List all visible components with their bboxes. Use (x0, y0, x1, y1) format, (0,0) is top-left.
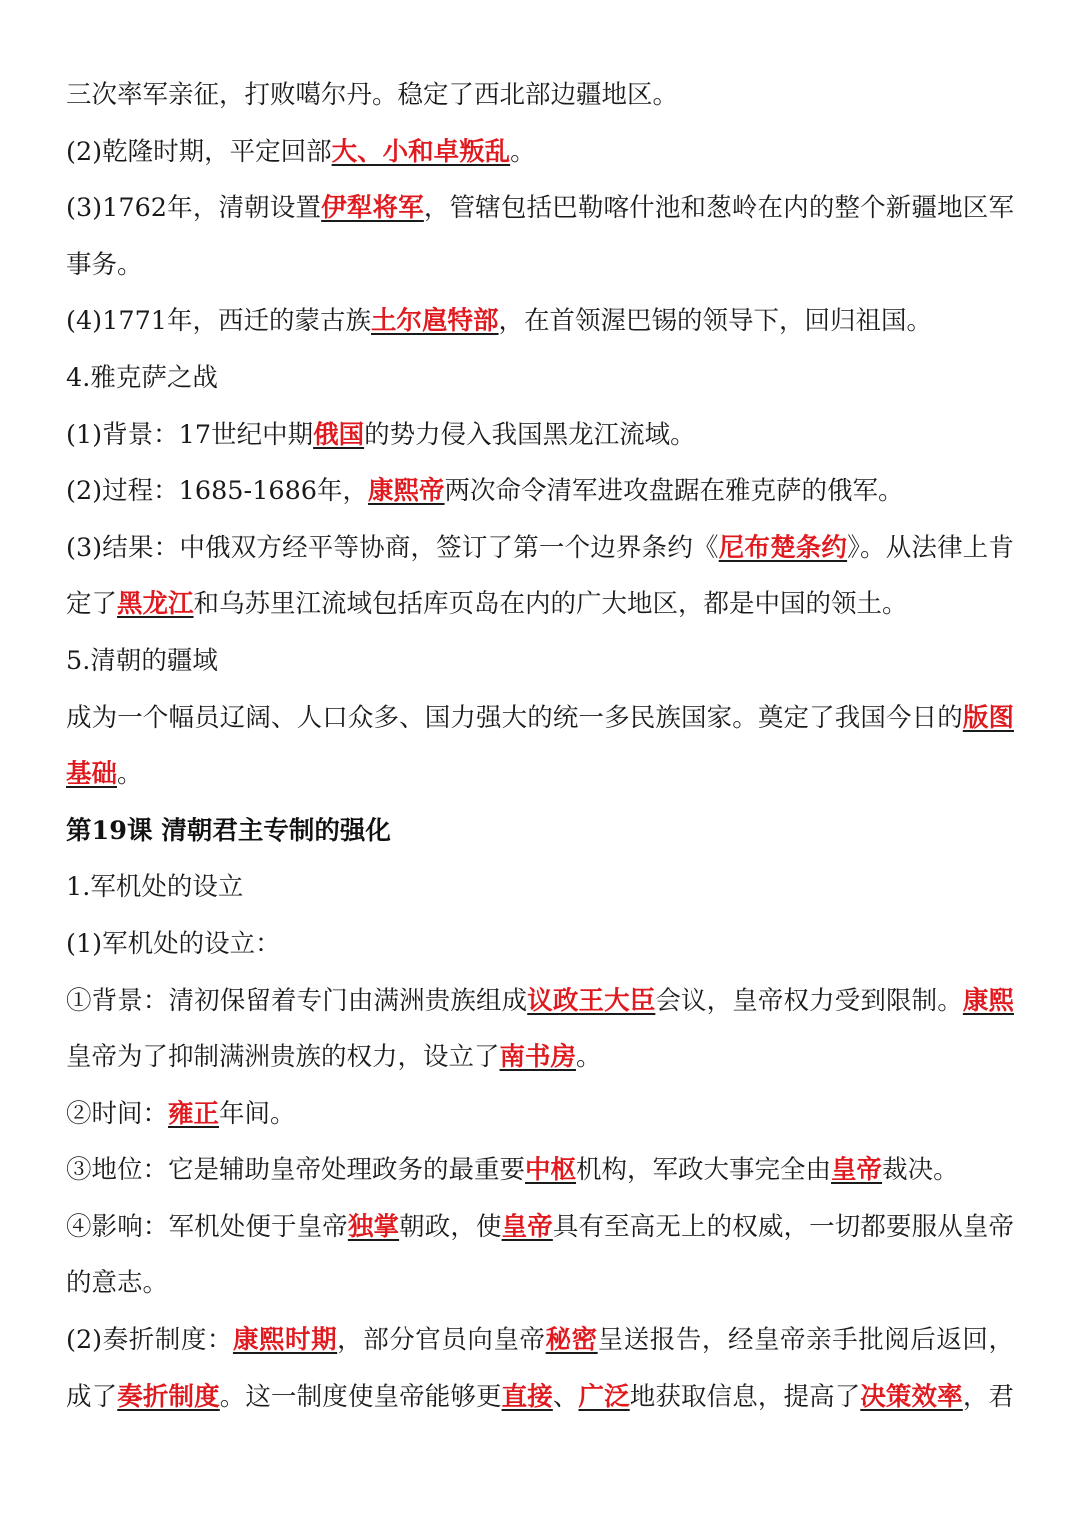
key-term: 奏折制度 (117, 1381, 220, 1412)
text-segment: 三次率军亲征，打败噶尔丹。稳定了西北部边疆地区。 (66, 80, 679, 110)
text-line (66, 1142, 1014, 1199)
text-segment: (4)1771年，西迁的蒙古族 (66, 306, 372, 337)
text-segment: 定了 (66, 589, 118, 620)
key-term: 俄国 (313, 419, 365, 450)
text-line (66, 859, 1014, 916)
text-line (66, 180, 1014, 237)
key-term: 康熙帝 (368, 476, 445, 507)
text-line (66, 1199, 1014, 1256)
text-line (66, 1086, 1014, 1143)
text-segment: ，管辖包括巴勒喀什池和葱岭在内的整个新疆地区军 (423, 193, 1014, 224)
text-line (66, 293, 1014, 350)
text-segment: 1.军机处的设立 (66, 872, 244, 903)
key-term: 尼布楚条约 (718, 532, 848, 563)
text-line (66, 1029, 1014, 1086)
text-segment: 机构，军政大事完全由 (576, 1155, 832, 1186)
text-line (66, 916, 1014, 973)
text-segment: 事务。 (66, 249, 143, 280)
key-term: 皇帝 (501, 1211, 553, 1242)
text-line (66, 237, 1014, 294)
text-segment: 的势力侵入我国黑龙江流域。 (364, 419, 696, 450)
key-term: 广泛 (578, 1381, 630, 1412)
key-term: 决策效率 (860, 1381, 963, 1412)
key-term: 南书房 (499, 1042, 577, 1073)
key-term: 版图 (962, 702, 1014, 733)
lesson-heading (66, 803, 1014, 860)
text-line (66, 690, 1014, 747)
text-segment: 皇帝为了抑制满洲贵族的权力，设立了 (66, 1042, 500, 1073)
text-segment: (1)军机处的设立： (66, 928, 281, 959)
text-segment: 。 (576, 1042, 602, 1073)
text-segment: 成了 (66, 1381, 118, 1412)
text-segment: 朝政，使 (399, 1211, 502, 1242)
text-line (66, 633, 1014, 690)
text-line (66, 1369, 1014, 1426)
text-segment: 和乌苏里江流域包括库页岛在内的广大地区，都是中国的领土。 (193, 589, 908, 620)
text-segment: ②时间： (66, 1098, 169, 1129)
text-line (66, 1312, 1014, 1369)
key-term: 皇帝 (831, 1155, 883, 1186)
key-term: 大、小和卓叛乱 (331, 136, 511, 167)
text-line (66, 67, 1014, 124)
key-term: 伊犁将军 (321, 193, 424, 224)
key-term: 康熙时期 (232, 1325, 338, 1356)
text-segment: 具有至高无上的权威，一切都要服从皇帝 (552, 1211, 1014, 1242)
text-segment: 》。从法律上肯 (847, 532, 1014, 563)
key-term: 议政王大臣 (527, 985, 656, 1016)
text-line (66, 576, 1014, 633)
text-line (66, 1255, 1014, 1312)
text-segment: 。 (117, 759, 143, 790)
text-segment: 、 (552, 1381, 579, 1412)
text-segment: 。这一制度使皇帝能够更 (219, 1381, 502, 1412)
text-segment: ，君 (962, 1381, 1014, 1412)
key-term: 秘密 (545, 1325, 598, 1356)
text-line (66, 463, 1014, 520)
text-segment: (2)奏折制度： (66, 1325, 233, 1356)
text-segment: ①背景：清初保留着专门由满洲贵族组成 (66, 985, 528, 1016)
text-segment: 呈送报告，经皇帝亲手批阅后返回， (597, 1325, 1014, 1356)
text-line (66, 746, 1014, 803)
text-segment: 的意志。 (66, 1268, 169, 1299)
text-segment: 会议，皇帝权力受到限制。 (655, 985, 963, 1016)
text-segment: 4.雅克萨之战 (66, 362, 218, 393)
key-term: 黑龙江 (117, 589, 194, 620)
key-term: 基础 (66, 759, 118, 790)
text-line (66, 407, 1014, 464)
text-segment: 5.清朝的疆域 (66, 645, 218, 676)
text-segment: 地获取信息，提高了 (629, 1381, 861, 1412)
text-line (66, 973, 1014, 1030)
text-segment: (3)1762年，清朝设置 (66, 193, 322, 224)
text-segment: (3)结果：中俄双方经平等协商，签订了第一个边界条约《 (66, 532, 719, 563)
key-term: 独掌 (347, 1211, 400, 1242)
key-term: 土尔扈特部 (371, 306, 499, 337)
key-term: 雍正 (168, 1098, 220, 1129)
text-line (66, 124, 1014, 181)
text-segment: 成为一个幅员辽阔、人口众多、国力强大的统一多民族国家。奠定了我国今日的 (66, 702, 963, 733)
text-segment: ，在首领渥巴锡的领导下，回归祖国。 (498, 306, 933, 337)
text-segment: (2)乾隆时期，平定回部 (66, 136, 332, 167)
text-segment: ③地位：它是辅助皇帝处理政务的最重要 (66, 1155, 526, 1186)
text-line (66, 350, 1014, 407)
text-segment: ④影响：军机处便于皇帝 (66, 1211, 348, 1242)
text-segment: 。 (510, 136, 536, 167)
text-line (66, 520, 1014, 577)
text-segment: (2)过程：1685-1686年， (66, 476, 369, 507)
text-segment: 第19课 清朝君主专制的强化 (66, 815, 391, 846)
text-segment: 年间。 (219, 1098, 296, 1129)
text-segment: ，部分官员向皇帝 (337, 1325, 546, 1356)
key-term: 中枢 (525, 1155, 577, 1186)
text-segment: 两次命令清军进攻盘踞在雅克萨的俄军。 (444, 476, 904, 507)
text-segment: 裁决。 (882, 1155, 959, 1186)
key-term: 康熙 (962, 985, 1014, 1016)
text-segment: (1)背景：17世纪中期 (66, 419, 314, 450)
key-term: 直接 (501, 1381, 553, 1412)
